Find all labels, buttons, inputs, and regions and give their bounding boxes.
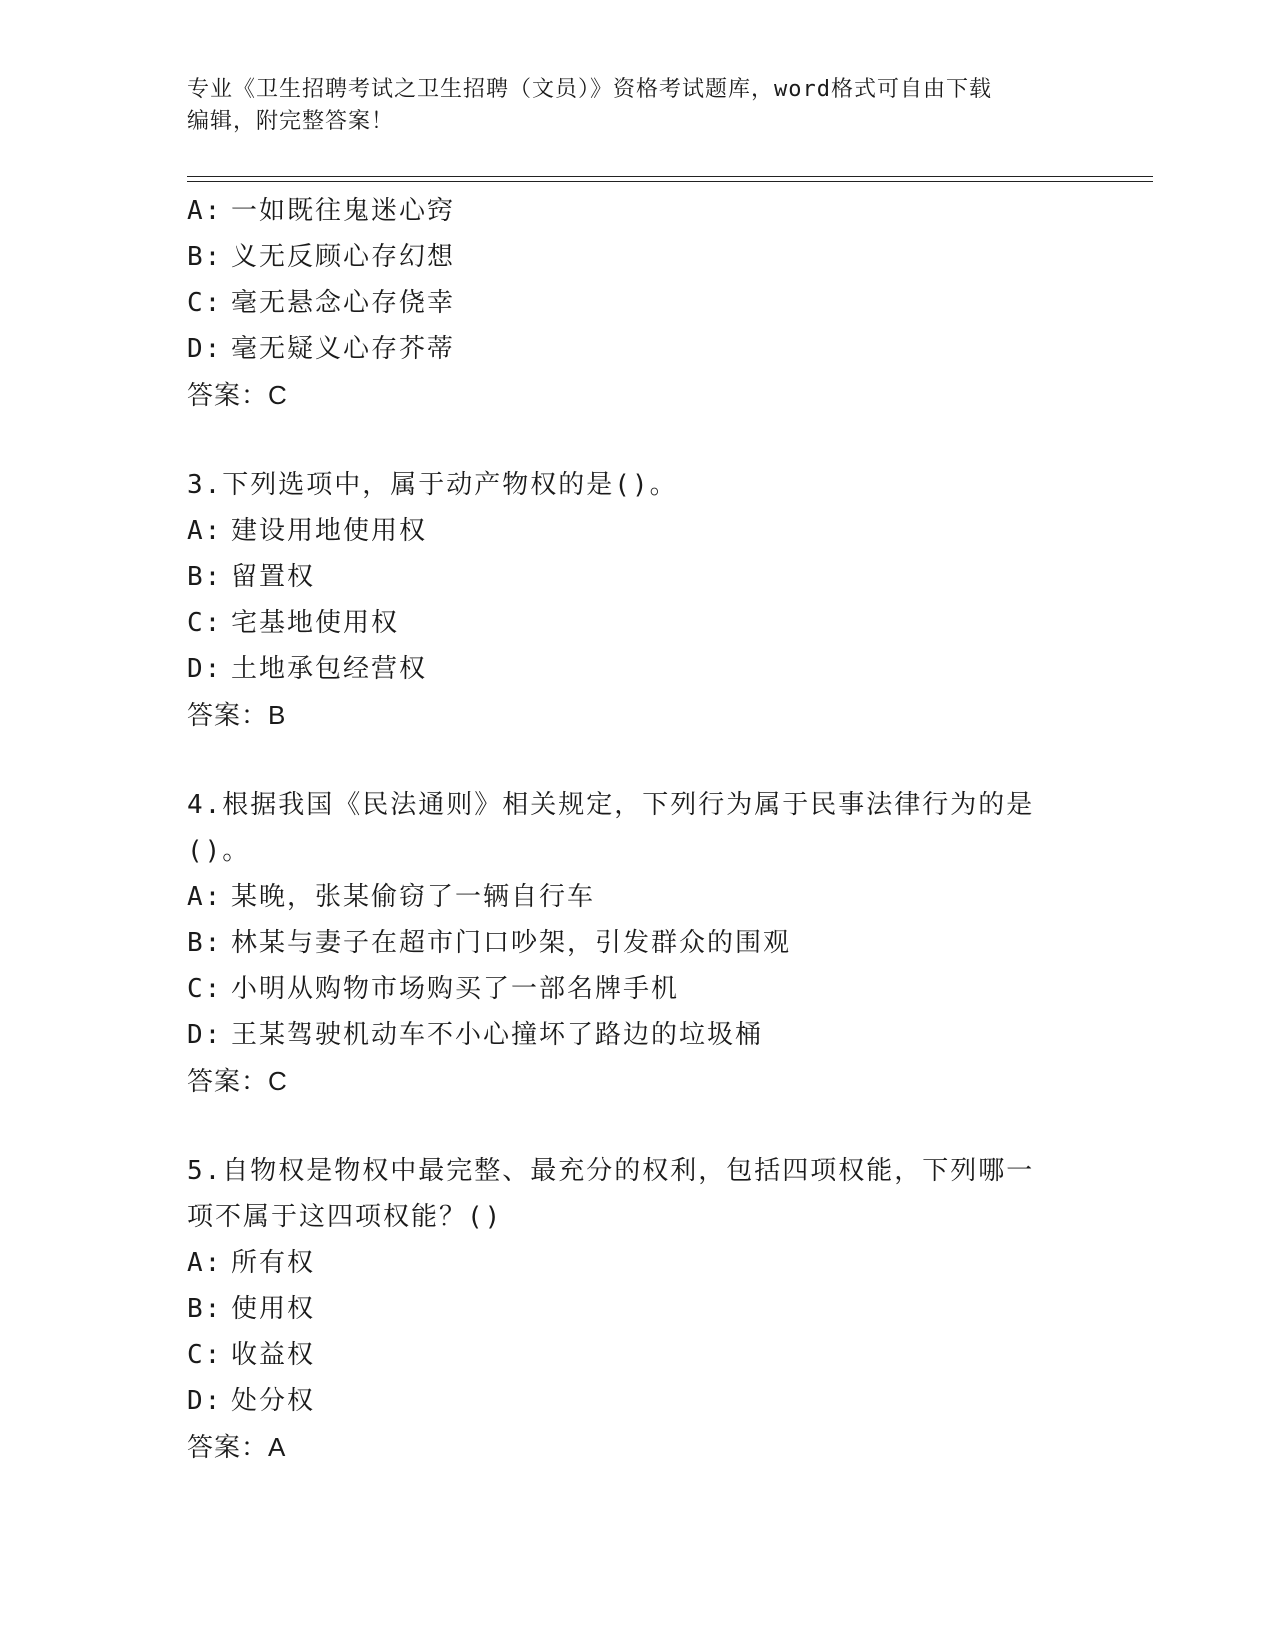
option-text: 处分权 [231, 1386, 316, 1416]
option-d [187, 326, 1087, 372]
option-a [187, 188, 1087, 234]
option-label: A: [187, 516, 223, 546]
option-text: 毫无疑义心存芥蒂 [231, 334, 456, 364]
option-label: A: [187, 882, 223, 912]
question-text: 3.下列选项中，属于动产物权的是()。 [187, 470, 678, 500]
option-label: B: [187, 242, 223, 272]
question-3 [187, 462, 1087, 738]
option-c [187, 966, 1087, 1012]
option-text: 一如既往鬼迷心窍 [231, 196, 456, 226]
option-text: 所有权 [231, 1248, 316, 1278]
option-b [187, 920, 1087, 966]
option-label: C: [187, 288, 223, 318]
option-label: A: [187, 196, 223, 226]
option-a [187, 508, 1087, 554]
option-text: 毫无悬念心存侥幸 [231, 288, 456, 318]
question-text-line-1: 5.自物权是物权中最完整、最充分的权利，包括四项权能，下列哪一 [187, 1156, 1035, 1186]
option-text: 小明从购物市场购买了一部名牌手机 [231, 974, 680, 1004]
option-d [187, 1012, 1087, 1058]
option-a [187, 1240, 1087, 1286]
question-text-line-2: ()。 [187, 836, 251, 866]
option-label: C: [187, 1340, 223, 1370]
header-line-1: 专业《卫生招聘考试之卫生招聘（文员）》资格考试题库，word格式可自由下载 [187, 77, 992, 102]
header-line-2: 编辑，附完整答案！ [187, 109, 395, 134]
option-text: 建设用地使用权 [231, 516, 428, 546]
option-label: B: [187, 928, 223, 958]
option-a [187, 874, 1087, 920]
header-rule-top [187, 176, 1153, 177]
answer: 答案：C [187, 380, 288, 410]
answer: 答案：A [187, 1432, 287, 1462]
option-text: 义无反顾心存幻想 [231, 242, 456, 272]
question-4 [187, 782, 1087, 1104]
option-b [187, 1286, 1087, 1332]
option-d [187, 1378, 1087, 1424]
option-b [187, 234, 1087, 280]
option-text: 留置权 [231, 562, 316, 592]
option-c [187, 1332, 1087, 1378]
option-label: C: [187, 608, 223, 638]
question-list [187, 188, 1087, 1470]
option-text: 某晚，张某偷窃了一辆自行车 [231, 882, 596, 912]
question-2 [187, 188, 1087, 418]
option-label: B: [187, 1294, 223, 1324]
option-label: D: [187, 1020, 223, 1050]
option-b [187, 554, 1087, 600]
option-c [187, 280, 1087, 326]
document-header [187, 74, 1067, 138]
option-text: 使用权 [231, 1294, 316, 1324]
option-label: A: [187, 1248, 223, 1278]
option-label: D: [187, 654, 223, 684]
option-text: 收益权 [231, 1340, 316, 1370]
option-text: 王某驾驶机动车不小心撞坏了路边的垃圾桶 [231, 1020, 764, 1050]
option-label: D: [187, 1386, 223, 1416]
question-text-line-1: 4.根据我国《民法通则》相关规定，下列行为属于民事法律行为的是 [187, 790, 1035, 820]
question-5 [187, 1148, 1087, 1470]
option-text: 林某与妻子在超市门口吵架，引发群众的围观 [231, 928, 792, 958]
option-label: B: [187, 562, 223, 592]
option-c [187, 600, 1087, 646]
option-text: 土地承包经营权 [231, 654, 428, 684]
option-label: C: [187, 974, 223, 1004]
option-label: D: [187, 334, 223, 364]
header-rule-bottom [187, 181, 1153, 182]
question-text-line-2: 项不属于这四项权能？() [187, 1202, 503, 1232]
answer: 答案：B [187, 700, 287, 730]
option-d [187, 646, 1087, 692]
option-text: 宅基地使用权 [231, 608, 400, 638]
answer: 答案：C [187, 1066, 288, 1096]
